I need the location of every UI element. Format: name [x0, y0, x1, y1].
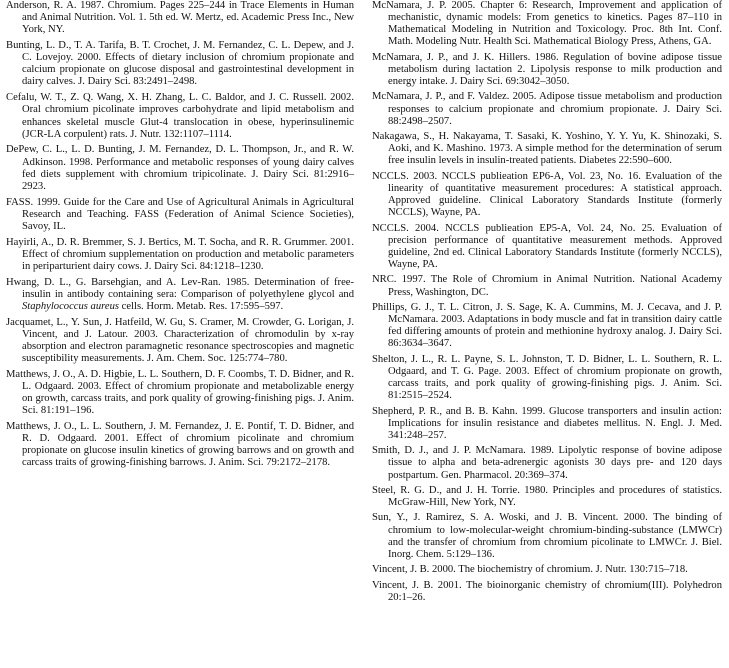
reference-entry: Shelton, J. L., R. L. Payne, S. L. Johnston, T. D. Bidner, L. L. Southern, R. L. Odgaard, and T. G. Page. 2003. Effect of chromium propionate on growth, carcass traits, and pork quality of growing-finishing pigs. J. Anim. Sci. 81:2515–2524. [372, 353, 722, 402]
reference-entry: Hwang, D. L., G. Barsehgian, and A. Lev-Ran. 1985. Determination of free-insulin in antibody containing sera: Comparison of polyethylene glycol and Staphylococcus aureus cells. Horm. Metab. Res. 17:595–597. [6, 276, 354, 312]
reference-entry: Hayirli, A., D. R. Bremmer, S. J. Bertics, M. T. Socha, and R. R. Grummer. 2001. Effect of chromium supplementation on production and metabolic parameters in periparturient dairy cows. J. Dairy Sci. 84:1218–1230. [6, 236, 354, 272]
reference-entry: FASS. 1999. Guide for the Care and Use of Agricultural Animals in Agricultural Research and Teaching. FASS (Federation of Animal Science Societies), Savoy, IL. [6, 196, 354, 232]
reference-entry: Bunting, L. D., T. A. Tarifa, B. T. Crochet, J. M. Fernandez, C. L. Depew, and J. C. Lovejoy. 2000. Effects of dietary inclusion of chromium propionate and calcium propionate on glucose disposal and gastrointestinal development in dairy calves. J. Dairy Sci. 83:2491–2498. [6, 40, 354, 88]
reference-entry: Vincent, J. B. 2001. The bioinorganic chemistry of chromium(III). Polyhedron 20:1–26. [372, 579, 722, 603]
reference-entry: Matthews, J. O., A. D. Higbie, L. L. Southern, D. F. Coombs, T. D. Bidner, and R. L. Odgaard. 2003. Effect of chromium propionate and metabolizable energy on growth, carcass traits, and pork quality of growing-finishing pigs. J. Anim. Sci. 81:191–196. [6, 368, 354, 417]
reference-entry: Nakagawa, S., H. Nakayama, T. Sasaki, K. Yoshino, Y. Y. Yu, K. Shinozaki, S. Aoki, and K. Mashino. 1973. A simple method for the determination of serum free insulin levels in insulin-treated patients. Diabetes 22:590–600. [372, 131, 722, 167]
reference-entry: McNamara, J. P., and J. K. Hillers. 1986. Regulation of bovine adipose tissue metabolism during lactation 2. Lipolysis response to milk production and energy intake. J. Dairy Sci. 69:3042–3050. [372, 51, 722, 88]
reference-entry: Steel, R. G. D., and J. H. Torrie. 1980. Principles and procedures of statistics. McGraw-Hill, New York, NY. [372, 484, 722, 508]
reference-entry: Vincent, J. B. 2000. The biochemistry of chromium. J. Nutr. 130:715–718. [372, 564, 688, 576]
reference-entry: NCCLS. 2004. NCCLS publieation EP5-A, Vol. 24, No. 25. Evaluation of precision performance of quantitative measurement methods. Approved guideline, 2nd ed. Clinical Laboratory Standards Institute (formerly NCCLS), Wayne, PA. [372, 222, 722, 271]
reference-entry: Cefalu, W. T., Z. Q. Wang, X. H. Zhang, L. C. Baldor, and J. C. Russell. 2002. Oral chromium picolinate improves carbohydrate and lipid metabolism and enhances skeletal muscle Glut-4 translocation in obese, hyperinsulinemic (JCR-LA corpulent) rats. J. Nutr. 132:1107–1114. [6, 92, 354, 140]
reference-entry: Jacquamet, L., Y. Sun, J. Hatfeild, W. Gu, S. Cramer, M. Crowder, G. Lorigan, J. Vincent, and J. Latour. 2003. Characterization of chromodulin by x-ray absorption and electron paramagnetic resonance spectroscopies and magnetic susceptibility measurements. J. Am. Chem. Soc. 125:774–780. [6, 316, 354, 365]
references-right-column [364, 0, 728, 668]
reference-entry: Phillips, G. J., T. L. Citron, J. S. Sage, K. A. Cummins, M. J. Cecava, and J. P. McNamara. 2003. Adaptations in body muscle and fat in transition dairy cattle fed differing amounts of protein and methionine hydroxy analog. J. Dairy Sci. 86:3634–3647. [372, 301, 722, 350]
reference-entry: McNamara, J. P., and F. Valdez. 2005. Adipose tissue metabolism and production responses to calcium propionate and chromium propionate. J. Dairy Sci. 88:2498–2507. [372, 91, 722, 127]
reference-entry: Anderson, R. A. 1987. Chromium. Pages 225–244 in Trace Elements in Human and Animal Nutrition. Vol. 1. 5th ed. W. Mertz, ed. Academic Press Inc., New York, NY. [6, 0, 354, 36]
reference-entry: McNamara, J. P. 2005. Chapter 6: Research, Improvement and application of mechanistic, dynamic models: From genetics to kinetics. Pages 87–110 in Mathematical Modeling in Nutrition and Toxicology. Proc. 8th Int. Conf. Math. Modeling Nutr. Health Sci. Mathematical Biology Press, Athens, GA. [372, 0, 722, 48]
reference-entry: Smith, D. J., and J. P. McNamara. 1989. Lipolytic response of bovine adipose tissue to alpha and beta-adrenergic agonists 30 days pre- and 120 days postpartum. Gen. Pharmacol. 20:369–374. [372, 445, 722, 481]
reference-entry: DePew, C. L., L. D. Bunting, J. M. Fernandez, D. L. Thompson, Jr., and R. W. Adkinson. 1998. Performance and metabolic responses of young dairy calves fed diets supplement with chromium tripicolinate. J. Dairy Sci. 81:2916–2923. [6, 144, 354, 192]
reference-entry: Shepherd, P. R., and B. B. Kahn. 1999. Glucose transporters and insulin action: Implications for insulin resistance and diabetes mellitus. N. Engl. J. Med. 341:248–257. [372, 405, 722, 441]
references-left-column [0, 0, 364, 668]
reference-entry: NCCLS. 2003. NCCLS publieation EP6-A, Vol. 23, No. 16. Evaluation of the linearity of quantitative measurement procedures: A statistical approach. Approved guideline. Clinical Laboratory Standards Institute (formerly NCCLS), Wayne, PA. [372, 170, 722, 219]
reference-entry: Matthews, J. O., L. L. Southern, J. M. Fernandez, J. E. Pontif, T. D. Bidner, and R. D. Odgaard. 2001. Effect of chromium picolinate and chromium propionate on glucose insulin kinetics of growing barrows and on growth and carcass traits of growing-finishing barrows. J. Anim. Sci. 79:2172–2178. [6, 420, 354, 469]
reference-entry: NRC. 1997. The Role of Chromium in Animal Nutrition. National Academy Press, Washington, DC. [372, 274, 722, 298]
reference-entry: Sun, Y., J. Ramirez, S. A. Woski, and J. B. Vincent. 2000. The binding of chromium to low-molecular-weight chromium-binding-substance (LMWCr) and the transfer of chromium from chromium picolinate to LMWCr. J. Biel. Inorg. Chem. 5:129–136. [372, 512, 722, 560]
